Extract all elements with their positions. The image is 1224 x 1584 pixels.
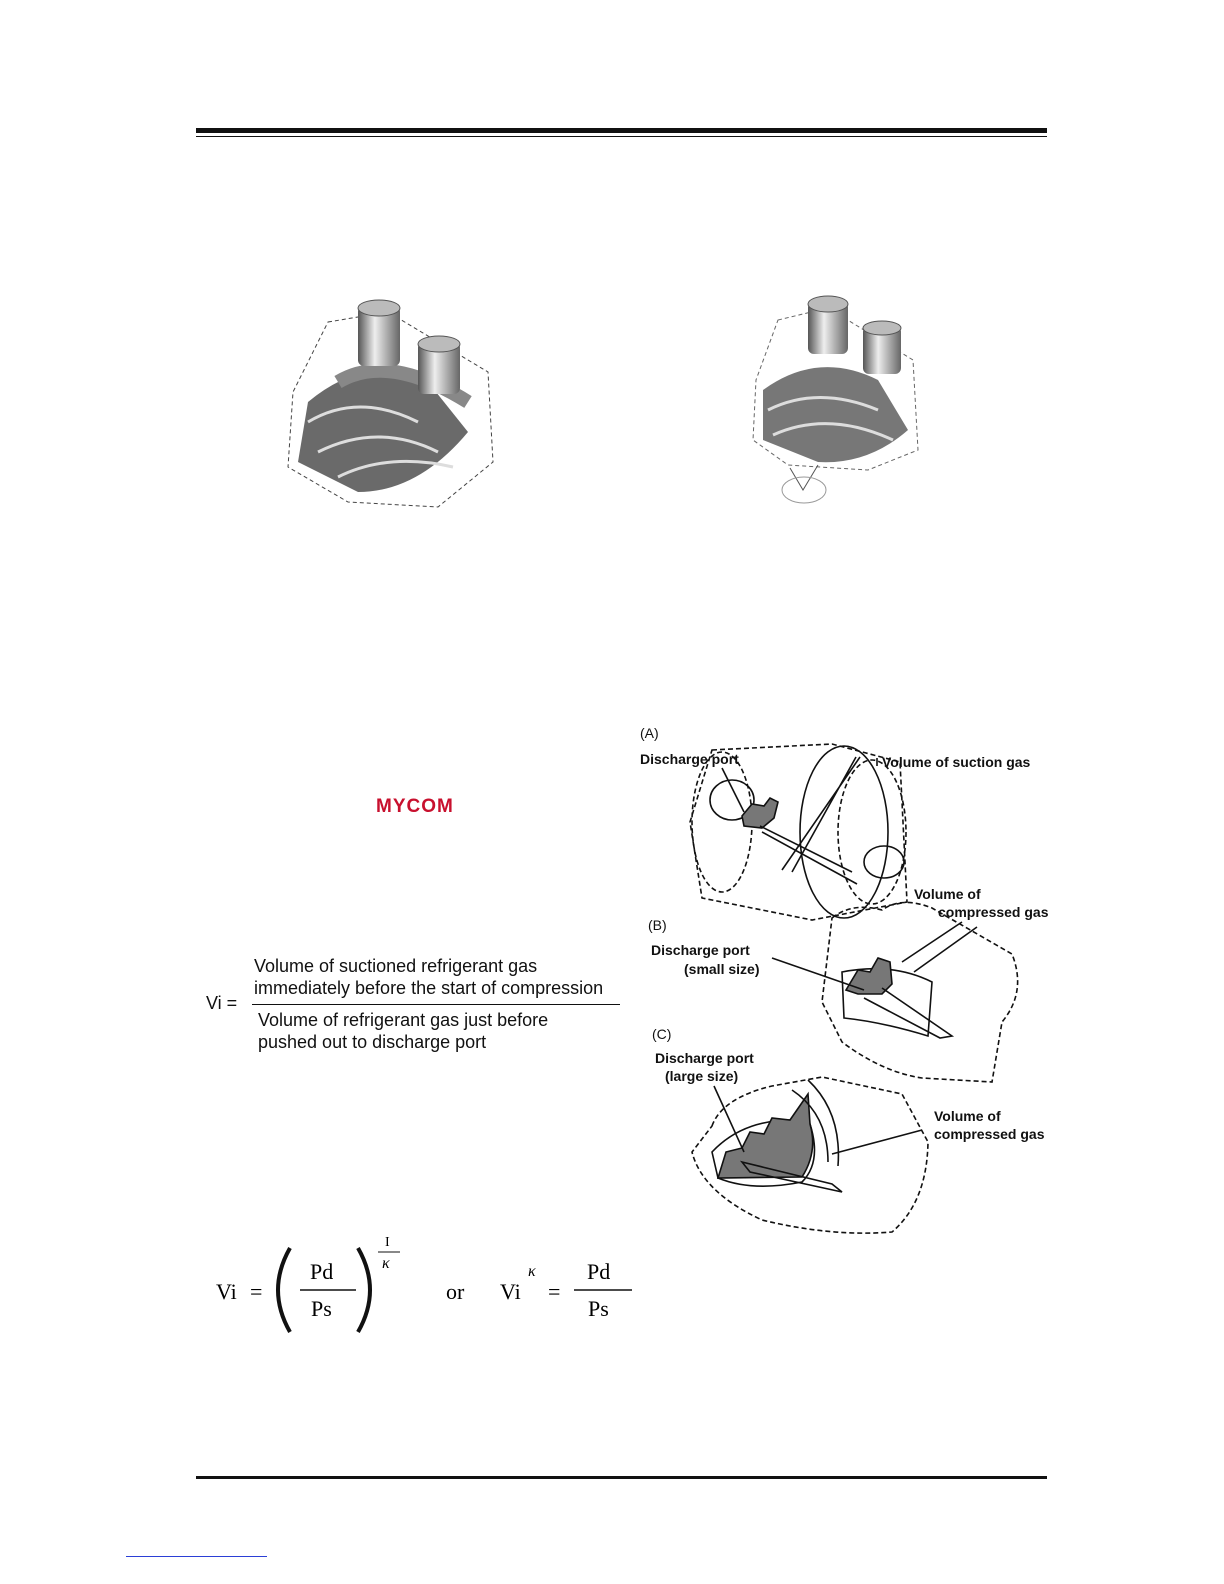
footer-rule xyxy=(196,1476,1047,1479)
discharge-port-diagram xyxy=(632,722,1062,1242)
header-rule-thin xyxy=(196,136,1047,137)
diagram-a-shape xyxy=(690,744,907,920)
f2-num: Pd xyxy=(310,1259,334,1284)
label-a: (A) xyxy=(640,725,659,741)
c-volume-label-2: compressed gas xyxy=(934,1126,1045,1142)
f2-lhs: Vi xyxy=(216,1279,237,1304)
f2-num2: Pd xyxy=(587,1259,611,1284)
c-discharge-label-1: Discharge port xyxy=(655,1050,754,1066)
rotor-illustration-right xyxy=(748,290,928,512)
diagram-b-shape xyxy=(772,902,1018,1082)
f2-lhs2: Vi xyxy=(500,1279,521,1304)
b-volume-label-1: Volume of xyxy=(914,886,981,902)
label-b: (B) xyxy=(648,917,667,933)
a-discharge-label: Discharge port xyxy=(640,751,739,767)
rotor-illustration-left xyxy=(278,292,510,514)
numerator-line-1: Volume of suctioned refrigerant gas xyxy=(254,956,538,976)
left-paren xyxy=(278,1248,290,1332)
b-discharge-label-2: (small size) xyxy=(684,961,760,977)
mycom-logo: MYCOM xyxy=(376,796,454,817)
denominator-line-1: Volume of refrigerant gas just before xyxy=(258,1010,549,1030)
a-volume-label: Volume of suction gas xyxy=(882,754,1031,770)
denominator-line-2: pushed out to discharge port xyxy=(258,1032,487,1052)
f2-exp2: κ xyxy=(528,1263,536,1280)
fraction-bar xyxy=(252,1004,620,1005)
right-paren xyxy=(358,1248,370,1332)
formula-lhs: Vi = xyxy=(206,993,238,1013)
header-rule-thick xyxy=(196,128,1047,133)
label-c: (C) xyxy=(652,1026,672,1042)
numerator-line-2: immediately before the start of compression xyxy=(254,978,604,998)
diagram-c-shape xyxy=(692,1077,928,1233)
f2-eq2: = xyxy=(548,1279,561,1304)
b-volume-label-2: compressed gas xyxy=(938,904,1049,920)
footer-link-underline[interactable] xyxy=(126,1556,267,1557)
b-discharge-label-1: Discharge port xyxy=(651,942,750,958)
f2-den: Ps xyxy=(311,1296,332,1321)
f2-exp-den: κ xyxy=(382,1255,390,1272)
c-discharge-label-2: (large size) xyxy=(665,1068,739,1084)
vi-definition-formula xyxy=(206,955,626,1055)
c-volume-label-1: Volume of xyxy=(934,1108,1001,1124)
vi-pressure-formula xyxy=(210,1232,650,1342)
f2-exp-num: I xyxy=(385,1235,390,1250)
formula-numerator xyxy=(254,955,603,999)
f2-eq: = xyxy=(250,1279,263,1304)
f2-or: or xyxy=(446,1279,465,1304)
f2-den2: Ps xyxy=(588,1296,609,1321)
formula-denominator xyxy=(258,1009,548,1053)
